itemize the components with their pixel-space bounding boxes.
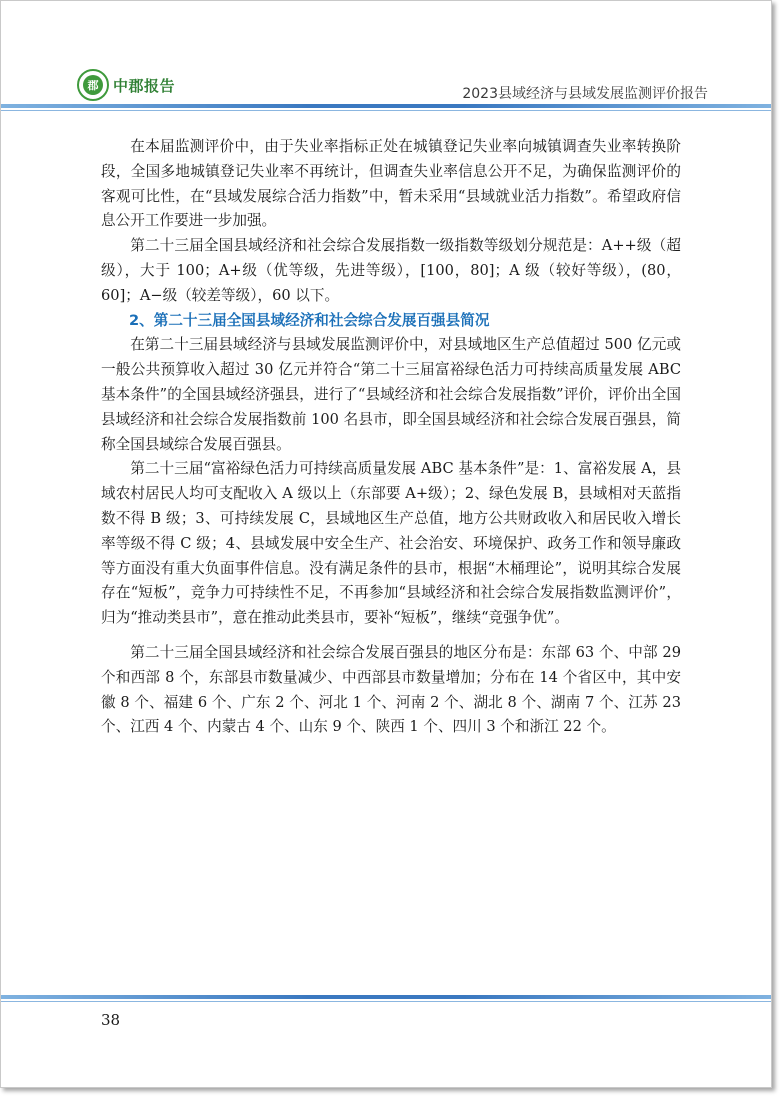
paragraph-grade-levels: 第二十三届全国县域经济和社会综合发展指数一级指数等级划分规范是：A++级（超级），大于 100；A+级（优等级，先进等级），[100，80]；A 级（较好等级），(80，60]；A−级（较差等级），60 以下。 xyxy=(101,237,681,304)
report-title: 2023县域经济与县域发展监测评价报告 xyxy=(462,86,708,102)
page-body xyxy=(101,135,681,740)
logo-mark: 郡 xyxy=(83,75,103,95)
page-number: 38 xyxy=(101,1011,121,1029)
paragraph-regional-distribution: 第二十三届全国县域经济和社会综合发展百强县的地区分布是：东部 63 个、中部 29 个和西部 8 个，东部县市数量减少、中西部县市数量增加；分布在 14 个省区中，其中安徽 8 个、福建 6 个、广东 2 个、河北 1 个、河南 2 个、湖北 8 个、湖南 7 个、江苏 23 个、江西 4 个、内蒙古 4 个、山东 9 个、陕西 1 个、四川 3 个和浙江 22 个。 xyxy=(101,643,681,736)
footer-divider-thin xyxy=(1,1001,771,1002)
paragraph-unemployment: 在本届监测评价中，由于失业率指标正处在城镇登记失业率向城镇调查失业率转换阶段，全国多地城镇登记失业率不再统计，但调查失业率信息公开不足，为确保监测评价的客观可比性，在“县域发展综合活力指数”中，暂未采用“县域就业活力指数”。希望政府信息公开工作要进一步加强。 xyxy=(101,138,681,230)
brand-name: 中郡报告 xyxy=(113,77,176,95)
section-heading: 2、第二十三届全国县域经济和社会综合发展百强县简况 xyxy=(129,311,490,329)
paragraph-gap xyxy=(101,631,681,641)
header-divider xyxy=(1,104,771,108)
page-header xyxy=(1,1,771,107)
paragraph-abc-conditions: 第二十三届“富裕绿色活力可持续高质量发展 ABC 基本条件”是：1、富裕发展 A，县域农村居民人均可支配收入 A 级以上（东部要 A+级）；2、绿色发展 B，县域相对天蓝指数不得 B 级；3、可持续发展 C，县域地区生产总值，地方公共财政收入和居民收入增长率等级不得 C 级；4、县域发展中安全生产、社会治安、环境保护、政务工作和领导廉政等方面没有重大负面事件信息。没有满足条件的县市，根据“木桶理论”，说明其综合发展存在“短板”，竞争力可持续性不足，不再参加“县域经济和社会综合发展指数监测评价”，归为“推动类县市”，意在推动此类县市，要补“短板”，继续“竞强争优”。 xyxy=(101,460,681,627)
header-divider-thin xyxy=(1,110,771,111)
footer-divider xyxy=(1,995,771,999)
zhongjun-logo-icon xyxy=(77,69,109,101)
paragraph-evaluation: 在第二十三届县域经济与县域发展监测评价中，对县域地区生产总值超过 500 亿元或一般公共预算收入超过 30 亿元并符合“第二十三届富裕绿色活力可持续高质量发展 ABC 基本条件”的全国县域经济强县，进行了“县域经济和社会综合发展指数”评价，评价出全国县域经济和社会综合发展指数前 100 名县市，即全国县域经济和社会综合发展百强县，简称全国县域综合发展百强县。 xyxy=(101,336,681,453)
